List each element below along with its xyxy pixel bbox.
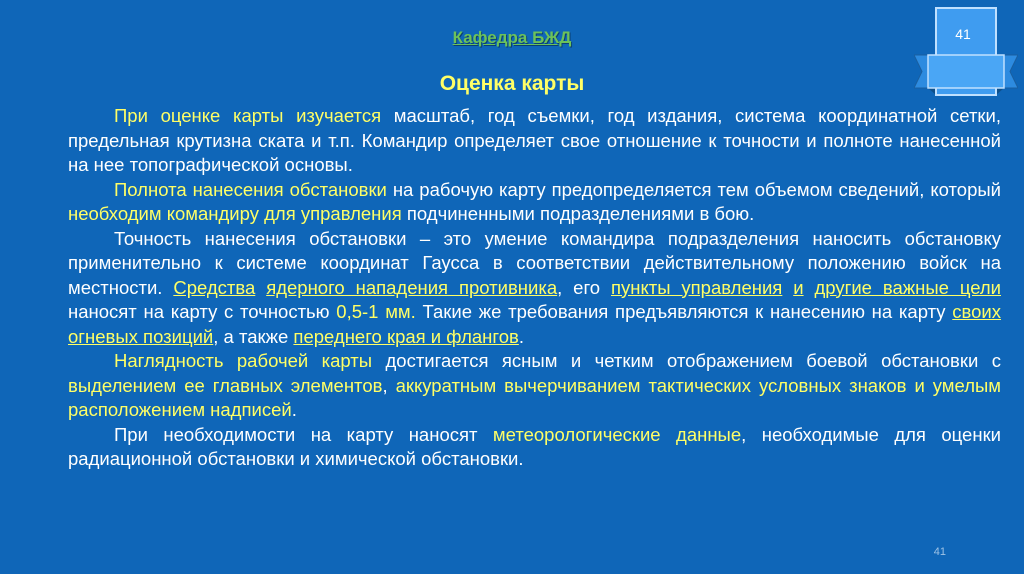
body-text: , его — [557, 276, 611, 298]
slide-heading: Оценка карты — [439, 72, 585, 95]
highlight-underlined-text: Средства — [173, 276, 256, 298]
body-text: При необходимости на карту наносят — [114, 423, 493, 445]
paragraph-meteo — [68, 423, 1001, 472]
highlight-text: При оценке карты изучается — [114, 105, 382, 126]
highlight-text: метеорологические данные — [492, 423, 742, 445]
highlight-underlined-text: ядерного нападения противника — [266, 276, 558, 298]
highlight-text: Наглядность рабочей карты — [114, 350, 373, 371]
highlight-text: Полнота нанесения обстановки — [114, 178, 387, 200]
slide-body — [68, 104, 1001, 472]
highlight-text: аккуратным вычерчиванием тактических условных знаков и умелым расположением надписей — [68, 374, 1001, 420]
body-text — [255, 277, 266, 298]
paragraph-completeness — [68, 178, 1001, 227]
body-text: достигается ясным и четким отображением боевой обстановки с — [372, 350, 1001, 371]
body-text: на рабочую карту предопределяется тем объемом сведений, который — [386, 178, 1001, 200]
body-text: наносят на карту с точностью — [68, 301, 337, 322]
body-text — [782, 277, 793, 298]
highlight-underlined-text: переднего края и флангов — [293, 325, 519, 347]
highlight-text: выделением ее главных элементов — [68, 374, 383, 396]
slide-title: Кафедра БЖД — [452, 28, 572, 47]
highlight-underlined-text: и — [793, 276, 804, 298]
highlight-underlined-text: пункты управления — [610, 276, 783, 298]
badge-number: 41 — [955, 26, 971, 42]
paragraph-map-assessment — [68, 104, 1001, 178]
body-text: . — [291, 399, 297, 420]
paragraph-accuracy — [68, 227, 1001, 350]
highlight-text: необходим командиру для управления — [68, 203, 402, 224]
body-text: масштаб, год съемки, год издания, система координатной сетки, предельная крутизна ската и т.п. Командир определяет свое отношение к точности и полноте нанесенной на нее топографической основы. — [68, 105, 1001, 175]
body-text: , — [382, 374, 396, 396]
paragraph-clarity — [68, 349, 1001, 423]
highlight-underlined-text: другие важные цели — [814, 276, 1002, 298]
body-text: подчиненными подразделениями в бою. — [401, 203, 755, 224]
body-text: . — [518, 325, 524, 347]
highlight-underlined-text: своих огневых позиций — [68, 301, 1002, 347]
body-text: Такие же требования предъявляются к нанесению на карту — [415, 301, 953, 322]
body-text — [804, 277, 815, 298]
body-text: , а также — [213, 325, 294, 347]
body-text: , необходимые для оценки радиационной обстановки и химической обстановки. — [68, 423, 1001, 469]
page-number: 41 — [933, 546, 946, 558]
body-text: Точность нанесения обстановки – это умение командира подразделения наносить обстановку применительно к системе координат Гаусса в соответствии действительному положению войск на местности. — [68, 227, 1001, 298]
highlight-text: 0,5-1 мм. — [336, 301, 416, 322]
